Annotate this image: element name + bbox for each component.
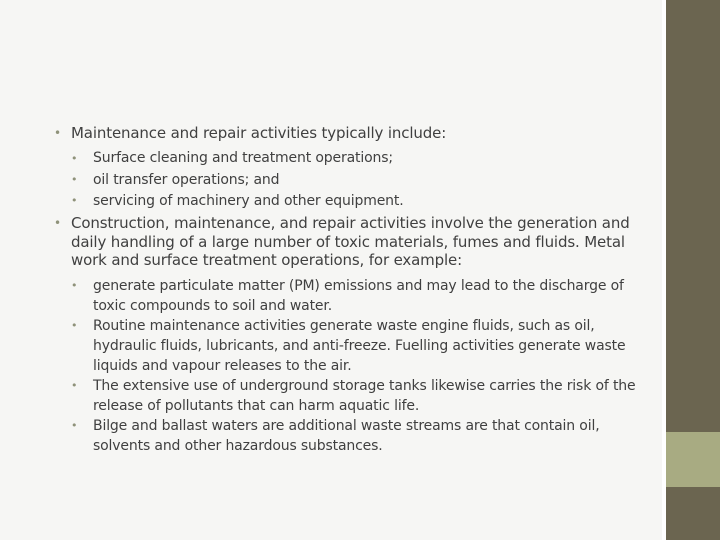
bullet-icon: • [54,215,61,230]
sub-list-item [71,190,654,212]
bullet-icon: • [71,279,78,293]
right-decorative-bar [666,0,720,540]
list-item-text: Construction, maintenance, and repair activities involve the generation and daily handling of a large number of toxic materials, fumes and fluids. Metal work and surface treatment operations, for example: [71,213,630,270]
bullet-icon: • [71,419,78,433]
bullet-list [54,124,654,456]
bullet-icon: • [71,193,78,207]
bullet-icon: • [71,151,78,165]
bar-top-segment [666,0,720,432]
bullet-icon: • [54,126,61,140]
sub-bullet-list [71,276,654,456]
sub-list-item-text: oil transfer operations; and [93,171,280,188]
list-item [54,124,654,212]
list-item [54,214,654,456]
sub-list-item-text: generate particulate matter (PM) emissions and may lead to the discharge of toxic compounds to soil and water. [93,278,624,315]
sub-list-item-text: The extensive use of underground storage tanks likewise carries the risk of the release of pollutants that can harm aquatic life. [93,378,636,415]
sub-bullet-list [71,147,654,212]
slide-body [54,124,654,456]
sub-list-item [71,147,654,170]
bar-bottom-segment [666,487,720,540]
list-item-text: Maintenance and repair activities typically include: [71,124,447,142]
bullet-icon: • [71,319,78,333]
sub-list-item [71,376,654,416]
sub-list-item-text: servicing of machinery and other equipment. [93,192,404,209]
sub-list-item-text: Routine maintenance activities generate waste engine fluids, such as oil, hydraulic fluids, lubricants, and anti-freeze. Fuelling activities generate waste liquids and vapour releases to the air. [93,318,626,375]
bullet-icon: • [71,172,78,186]
sub-list-item-text: Surface cleaning and treatment operations; [93,149,393,166]
sub-list-item [71,276,654,316]
sub-list-item-text: Bilge and ballast waters are additional waste streams are that contain oil, solvents and other hazardous substances. [93,418,600,455]
bullet-icon: • [71,379,78,393]
sub-list-item [71,416,654,456]
sub-list-item [71,316,654,376]
sub-list-item [71,170,654,190]
bar-middle-accent [666,432,720,487]
